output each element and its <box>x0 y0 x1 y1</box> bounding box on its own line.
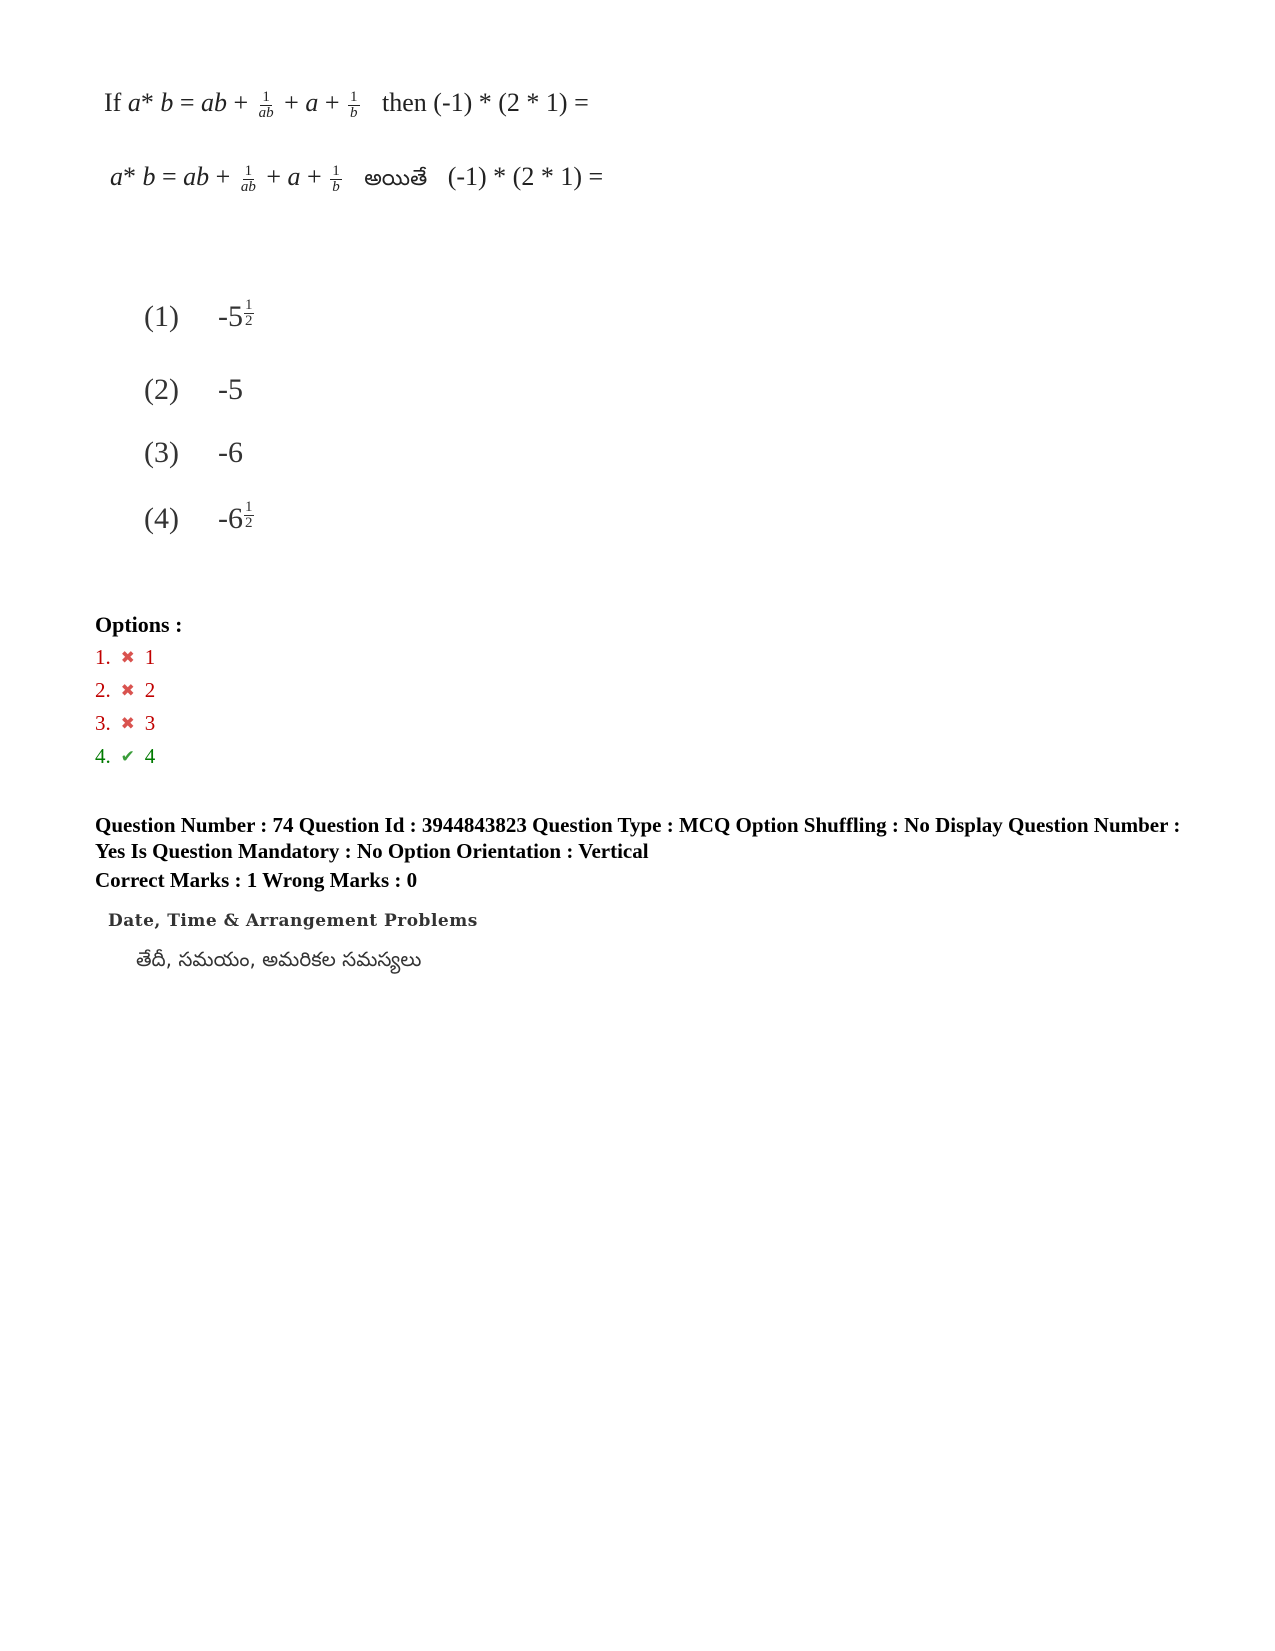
question-suffix: then (-1) * (2 * 1) = <box>382 88 589 117</box>
option-1 <box>95 645 155 670</box>
var-b: b <box>142 162 156 191</box>
choice-1 <box>144 297 254 334</box>
equals-sign: = <box>155 162 184 191</box>
option-value: 1 <box>144 645 156 669</box>
var-a: a <box>127 88 141 117</box>
plus-sign: + <box>259 162 288 191</box>
option-3 <box>95 711 155 736</box>
choice-number: (4) <box>144 502 179 535</box>
var-b: b <box>160 88 174 117</box>
cross-icon: ✖ <box>120 713 135 733</box>
fraction-1-over-ab <box>239 164 258 195</box>
option-value: 2 <box>144 678 156 702</box>
choice-number: (3) <box>144 436 179 469</box>
fraction-denominator: b <box>332 178 340 195</box>
choice-value: -6 <box>218 436 243 469</box>
var-a: a <box>110 162 123 191</box>
fraction-1-over-b <box>330 164 342 195</box>
mixed-fraction <box>244 298 254 329</box>
fraction-numerator: 1 <box>245 499 253 515</box>
mixed-number <box>218 297 254 334</box>
option-index: 3. <box>95 711 111 735</box>
choice-2 <box>144 373 243 407</box>
option-value: 4 <box>144 744 156 768</box>
operator-star: * <box>140 88 161 117</box>
choice-4 <box>144 499 254 536</box>
option-index: 1. <box>95 645 111 669</box>
question-line-telugu <box>110 162 603 196</box>
options-heading: Options : <box>95 612 183 637</box>
question-meta: Question Number : 74 Question Id : 3944843823 Question Type : MCQ Option Shuffling : No Display Question Number : Yes Is Question Mandatory : No Option Orientation : Vertical <box>95 813 1181 863</box>
cross-icon: ✖ <box>120 647 135 667</box>
operator-star: * <box>123 162 143 191</box>
fraction-numerator: 1 <box>332 162 340 179</box>
choice-3 <box>144 436 243 470</box>
fraction-denominator: ab <box>258 104 274 121</box>
term-a: a <box>287 162 301 191</box>
check-icon: ✔ <box>120 746 135 766</box>
fraction-numerator: 1 <box>262 88 270 105</box>
option-2 <box>95 678 155 703</box>
fraction-1-over-ab <box>257 90 276 121</box>
marks-meta: Correct Marks : 1 Wrong Marks : 0 <box>95 868 418 892</box>
section-title-english: Date, Time & Arrangement Problems <box>108 911 478 931</box>
fraction-numerator: 1 <box>245 297 253 313</box>
choice-number: (1) <box>144 300 179 333</box>
option-4 <box>95 744 155 769</box>
plus-sign: + <box>277 88 306 117</box>
plus-sign: + <box>300 162 329 191</box>
mixed-fraction <box>244 500 254 531</box>
choice-value: -5 <box>218 373 243 406</box>
cross-icon: ✖ <box>120 680 135 700</box>
plus-sign: + <box>318 88 347 117</box>
term-ab: ab <box>183 162 210 191</box>
mixed-number <box>218 499 254 536</box>
fraction-denominator: b <box>350 104 358 121</box>
option-value: 3 <box>144 711 156 735</box>
mixed-whole: -6 <box>218 502 243 535</box>
mixed-whole: -5 <box>218 300 243 333</box>
equals-sign: = <box>173 88 201 117</box>
term-a: a <box>305 88 319 117</box>
plus-sign: + <box>209 162 237 191</box>
fraction-numerator: 1 <box>350 88 358 105</box>
option-index: 4. <box>95 744 111 768</box>
fraction-1-over-b <box>348 90 360 121</box>
question-line-english <box>104 88 589 121</box>
choice-number: (2) <box>144 373 179 406</box>
question-suffix-telugu: (-1) * (2 * 1) = <box>447 162 604 191</box>
telugu-if-word: అయితే <box>364 166 428 191</box>
option-index: 2. <box>95 678 111 702</box>
plus-sign: + <box>227 88 255 117</box>
fraction-denominator: 2 <box>245 515 253 531</box>
question-prefix: If <box>104 88 128 117</box>
fraction-denominator: ab <box>240 178 256 195</box>
section-title-telugu: తేదీ, సమయం, అమరికల సమస్యలు <box>136 947 422 971</box>
fraction-numerator: 1 <box>244 162 253 179</box>
term-ab: ab <box>201 88 227 117</box>
fraction-denominator: 2 <box>245 313 253 329</box>
